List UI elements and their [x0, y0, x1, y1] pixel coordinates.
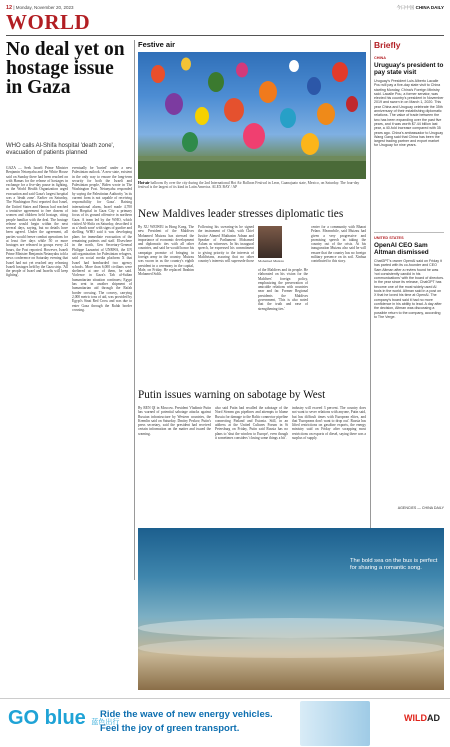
ad-copy — [350, 558, 437, 572]
green-transport-ad[interactable] — [0, 698, 450, 747]
wave-shape — [138, 638, 444, 658]
ground — [138, 160, 366, 179]
maldives-body-col3: of the Maldives and its people. He elaborated on his vision for the Maldives' foreign policy, emphasizing the preservation of amicable relations with countries near and far. Former Regional presidents the Maldives government, 'This is also noted that the truth and ease of strengthening ties.' — [258, 268, 308, 311]
brief-credit: AGENCIES — CHINA DAILY — [397, 506, 444, 510]
muizzu-portrait — [258, 226, 282, 258]
logo-text: GO blue — [8, 707, 86, 729]
wildad-brand — [404, 713, 440, 723]
brand-wild: WILD — [404, 713, 427, 723]
masthead-title: CHINA DAILY — [415, 5, 444, 10]
bus-advertisement[interactable] — [138, 528, 444, 690]
brief-headline: Uruguay's president to pay state visit — [374, 62, 444, 77]
brief-divider — [374, 232, 444, 233]
treeline — [138, 156, 366, 161]
ad-tagline-1: Ride the wave of new energy vehicles. — [100, 709, 273, 720]
balloons-illustration — [138, 52, 366, 179]
gaza-deck: WHO calls Al-Shifa hospital 'death zone', evacuation of patients planned — [6, 143, 115, 157]
brief-location: UNITED STATES — [374, 236, 404, 240]
header-rule — [6, 35, 444, 36]
issue-date: Monday, November 20, 2023 — [15, 5, 74, 10]
balloon-festival-photo — [138, 52, 366, 179]
brand-ad: AD — [427, 713, 440, 723]
ad-copy-line2: for sharing a romantic song. — [350, 565, 422, 571]
portrait-caption: Mohamed Muizzu — [258, 259, 284, 263]
maldives-body-col4: center for a community with Bharat Pelaro. Meanwhile, said Muizzu had given a very progressive and promising speech in taking the country out of the crisis. At his inauguration Muizzu also said he will ensure that the country has no foreign military presence on its soil. Xinhua contributed to this story. — [311, 225, 366, 264]
putin-body-col1: By REN QI in Moscow. President Vladimir Putin has warned of potential sabotage attacks against Russian infrastructure by Western countries, the Kremlin said on Saturday. Dmitry Peskov, Putin's press secretary, said the president had received certain information on the matter and issued the warning. — [138, 406, 211, 436]
maldives-body-col1: By XU WEIWEI in Hong Kong. The new President of the Maldives Mohamed Muizzu has stressed the importance of economic development and diplomatic ties with all other countries, and said he would honor his campaign promise of bringing in foreign army in the country. Muizzu was sworn in as the country's eighth president in a ceremony in the capital, Male, on Friday. He replaced Ibrahim Mohamed Solih. — [138, 225, 194, 277]
putin-headline: Putin issues warning on sabotage by West — [138, 389, 326, 401]
maldives-headline: New Maldives leader stresses diplomatic ties — [138, 208, 344, 220]
brief-body: ChatGPT's owner OpenAI said on Friday it has parted with its co-founder and CEO Sam Altman after a review found he was 'not consistently candid in his communications' with the board of directors. In the year since its release, ChatGPT has become one of the most widely used AI tools in the world. Altman said in a post on X that he loved his time at OpenAI. The company's board said it had no more confidence in his ability to lead. A day after the decision, Altman was discussing a possible return to the company, according to The Verge. — [374, 259, 444, 319]
festive-label: Festive air — [138, 40, 176, 49]
brief-headline: OpenAI CEO Sam Altman dismissed — [374, 242, 429, 257]
caption-lead: Hot-air — [138, 181, 150, 185]
page-info: 12 | Monday, November 20, 2023 — [6, 5, 74, 11]
logo-cn-text: 蓝色出行 — [91, 719, 120, 726]
caption-text: balloons fly over the city during the 2nd International Hot Air Balloon Festival in Leon, Guanajuato state, Mexico, on Saturday. The four-day festival is the largest of its kind in Latin America. ALEX BAY / AP — [138, 181, 360, 190]
putin-body-col2: also said Putin had recalled the sabotage of the Nord Stream gas pipelines and attempts to blame Russia for damage to the Baltic connector pipeline connecting Finland and Estonia. Still, in an address at the United Cultures Forum in St Petersburg on Friday, Putin said Russia has no plans to 'shut the window to Europe', even though it sometimes considers 'closing some things a bit'. — [215, 406, 288, 441]
column-divider — [370, 40, 371, 580]
brief-location: CHINA — [374, 56, 387, 60]
page-number: 12 — [6, 5, 13, 11]
gaza-body-col1: GAZA — Seek Israeli Prime Minister Benjamin Netanyahu and the White House said on Sunday there had been reached on with Hamas for the release of hostages in exchange for a five-day pause in fighting, as the World Health Organization urged evacuation and said Gaza's largest hospital was a 'death zone'. Earlier on Saturday, The Washington Post reported that Israel, the United States and Hamas had reached a tentative agreement to free dozens of women and children held hostage, citing people familiar with the deal. The hostage release would begin within the next several days, saying, but no details have been agreed. Under the agreement, all parties would freeze combat operations for at least five days while 50 or more hostages are released in groups every 24 hours, the Post reported. However, Israeli Prime Minister Benjamin Netanyahu told a news conference on Saturday evening that Israel had not yet reached any releasing Israeli hostages held by the Gaza strip. 'All the people of Israel and Israelis will keep fighting'. — [6, 166, 68, 278]
masthead-cn: 今日中国 — [396, 5, 415, 10]
ad-tagline-2: Feel the joy of green transport. — [100, 723, 240, 734]
ad-illustration — [300, 701, 370, 746]
gaza-body-col2: eventually be 'buried' under a new Palestinian outlook. 'A new state, existent in the only way to ensure the long-term security for both the Israeli and Palestinian people,' Biden wrote in The Washington Post. Netanyahu responded by saying the Palestinian Authority 'in its current form is not capable of receiving responsibility for Gaza'. Raising international alarm, Israel made 4,700 into Hospital in Gaza City a primary focus of its ground offensive in northern Gaza. A team led by the WHO, which visited Al-Shifa on Saturday, described it as a 'death zone' with signs of gunfire and shelling. WHO said it was developing plans for immediate evacuation of the remaining patients and staff. Elsewhere in the north, Gen Secretary-General Philippe Lazzarini of UNRWA, the UN aid organization for Palestinian refugees, said on social media platform X that Israel had bombarded two agency schools. More than 6,000 civilians were sheltered at one of them, he said. Violence in Gaza's Tab al-Sultan humanitarian situation continues; Egypt has sent in another shipment of humanitarian aid through the Rafah border crossing. The convoy, carrying 2,000 metric tons of aid, was provided by Egypt's Sinai Red Cross and was due to enter Gaza through the Rafah border crossing. — [72, 166, 132, 312]
ad-copy-line1: The bold sea on the bus is perfect — [350, 558, 438, 564]
gaza-headline: No deal yet on hostage issue in Gaza — [6, 39, 125, 98]
maldives-body-col2: Following his swearing-in he signed the instrument of Oath, with Chief Justice Ahmed Muthasim Adnan and Speaker of Parliament Mohamed Aslam as witnesses. In his inaugural speech, he expressed his commitment to giving priority to the interests of Maldivians, assuring that no other country's interests will supersede those — [198, 225, 254, 264]
briefly-title: Briefly — [374, 40, 401, 50]
brief-body: Uruguay's President Luis Alberto Lacalle Pou will pay a five-day state visit to China starting Monday, China's Foreign Ministry said. Lacalle Pou, a former senator, was elected his country's president in November 2019 and sworn in on March 1, 2020. This year China and Uruguay celebrate the 35th anniversary of their establishing diplomatic relations. The value of trade between the two has been expanding over the past five years, and it was worth $7.44 billion last year, a 40-fold increase compared with 35 years ago. China's ambassador to Uruguay Wang Gang said that China has been the largest trading partner and export market for Uruguay for nine years. — [374, 79, 444, 148]
wave-shape — [138, 618, 444, 638]
masthead — [396, 5, 444, 11]
section-title: WORLD — [6, 10, 91, 34]
photo-caption — [138, 181, 366, 190]
balloons — [151, 58, 358, 156]
putin-body-col3: industry will exceed 3 percent. The country does not want to sever relations with anyone, Putin said, but has difficult times with European elites, and that 'Europeans don't want to drop out'. Russia has lifted restrictions on gasoline exports, the energy ministry said on Friday after scrapping most restrictions on exports of diesel, saying there was a surplus of supply. — [292, 406, 366, 441]
column-divider — [134, 40, 135, 580]
